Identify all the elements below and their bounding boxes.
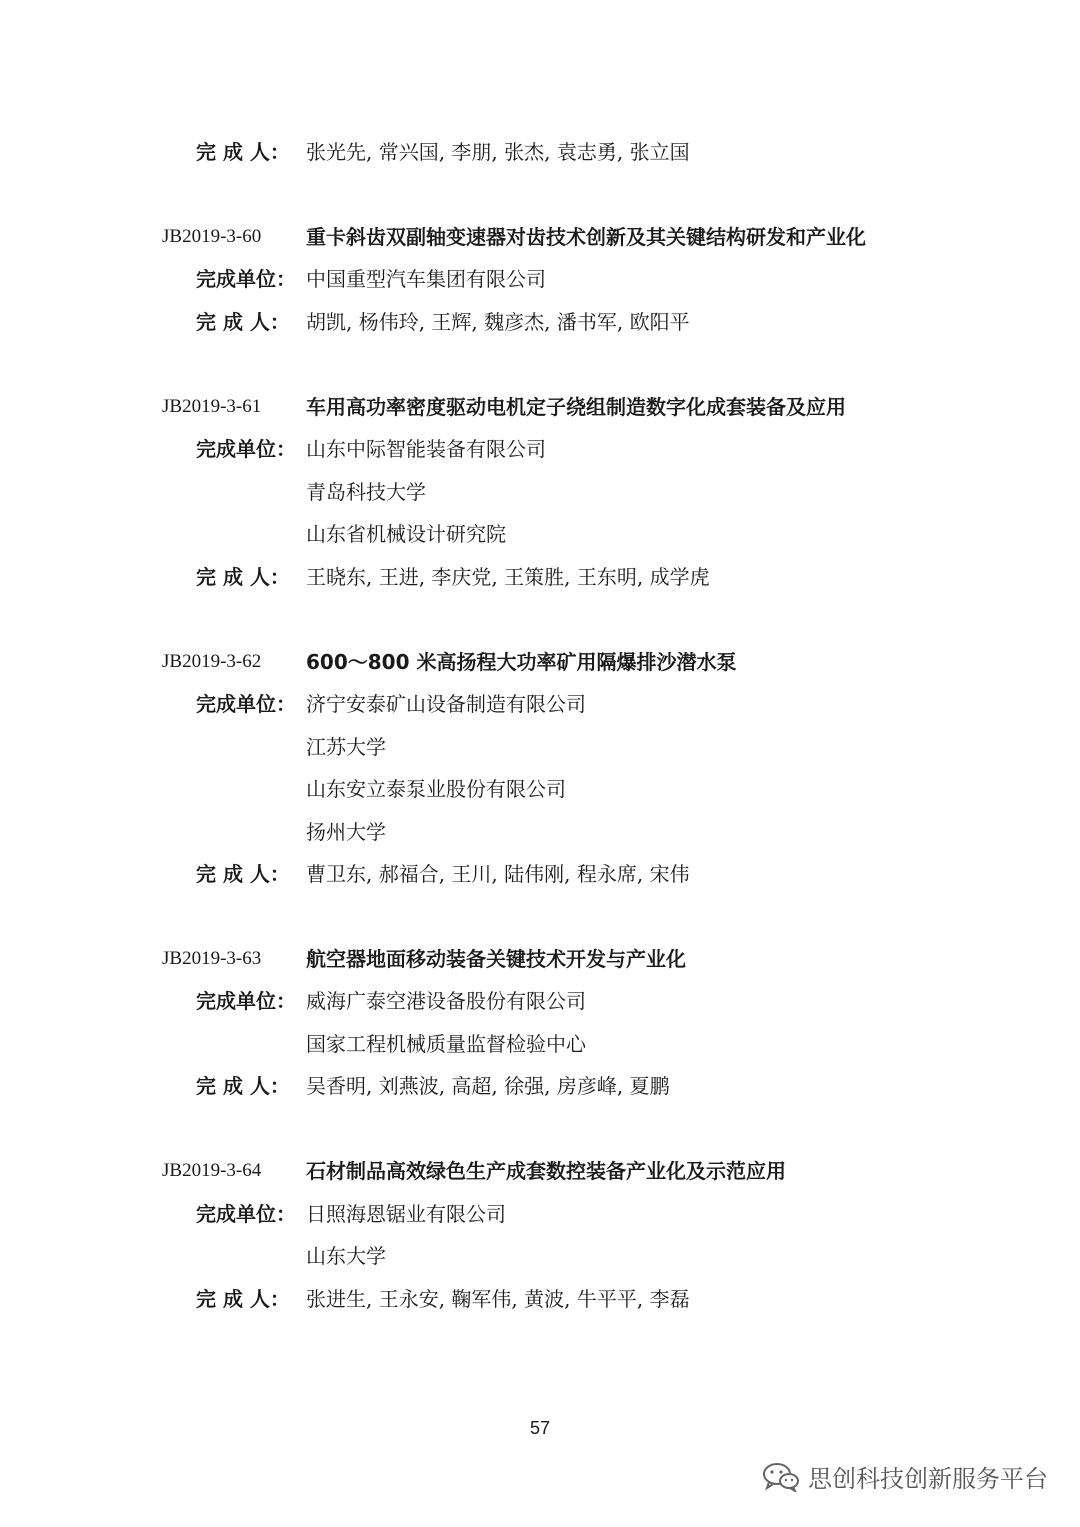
entry-code: JB2019-3-62	[162, 651, 262, 672]
entry-code: JB2019-3-60	[162, 226, 262, 247]
watermark	[762, 1459, 1048, 1494]
watermark-text: 思创科技创新服务平台	[808, 1465, 1048, 1493]
unit-value: 中国重型汽车集团有限公司	[306, 267, 546, 291]
people-value: 吴香明, 刘燕波, 高超, 徐强, 房彦峰, 夏鹏	[306, 1074, 670, 1098]
entry-title: 重卡斜齿双副轴变速器对齿技术创新及其关键结构研发和产业化	[306, 225, 866, 249]
unit-value: 山东省机械设计研究院	[306, 522, 506, 546]
entry-title: 600～800 米高扬程大功率矿用隔爆排沙潜水泵	[306, 650, 737, 674]
entry-code: JB2019-3-63	[162, 948, 262, 969]
unit-value: 山东大学	[306, 1244, 386, 1268]
entry-code: JB2019-3-61	[162, 396, 262, 417]
entry-title: 车用高功率密度驱动电机定子绕组制造数字化成套装备及应用	[306, 395, 846, 419]
people-value: 曹卫东, 郝福合, 王川, 陆伟刚, 程永席, 宋伟	[306, 862, 690, 886]
wechat-icon	[762, 1462, 800, 1492]
entry-code: JB2019-3-64	[162, 1160, 262, 1181]
unit-label: 完成单位：	[196, 692, 296, 716]
unit-value: 济宁安泰矿山设备制造有限公司	[306, 692, 586, 716]
unit-value: 日照海恩锯业有限公司	[306, 1202, 506, 1226]
people-label: 完 成 人：	[196, 862, 290, 886]
people-value: 张光先, 常兴国, 李朋, 张杰, 袁志勇, 张立国	[306, 140, 690, 164]
unit-value: 山东安立泰泵业股份有限公司	[306, 777, 566, 801]
people-label: 完 成 人：	[196, 1287, 290, 1311]
unit-value: 威海广泰空港设备股份有限公司	[306, 989, 586, 1013]
entry-title: 航空器地面移动装备关键技术开发与产业化	[306, 947, 686, 971]
unit-value: 青岛科技大学	[306, 480, 426, 504]
entry-title: 石材制品高效绿色生产成套数控装备产业化及示范应用	[306, 1159, 786, 1183]
unit-label: 完成单位：	[196, 267, 296, 291]
people-value: 王晓东, 王进, 李庆党, 王策胜, 王东明, 成学虎	[306, 565, 710, 589]
page-number: 57	[529, 1418, 551, 1438]
people-value: 张进生, 王永安, 鞠军伟, 黄波, 牛平平, 李磊	[306, 1287, 690, 1311]
unit-label: 完成单位：	[196, 989, 296, 1013]
unit-value: 山东中际智能装备有限公司	[306, 437, 546, 461]
people-label: 完 成 人：	[196, 565, 290, 589]
people-label: 完 成 人：	[196, 310, 290, 334]
unit-value: 国家工程机械质量监督检验中心	[306, 1032, 586, 1056]
unit-label: 完成单位：	[196, 437, 296, 461]
unit-value: 扬州大学	[306, 820, 386, 844]
people-label: 完 成 人：	[196, 140, 290, 164]
unit-label: 完成单位：	[196, 1202, 296, 1226]
unit-value: 江苏大学	[306, 735, 386, 759]
people-value: 胡凯, 杨伟玲, 王辉, 魏彦杰, 潘书军, 欧阳平	[306, 310, 690, 334]
people-label: 完 成 人：	[196, 1074, 290, 1098]
